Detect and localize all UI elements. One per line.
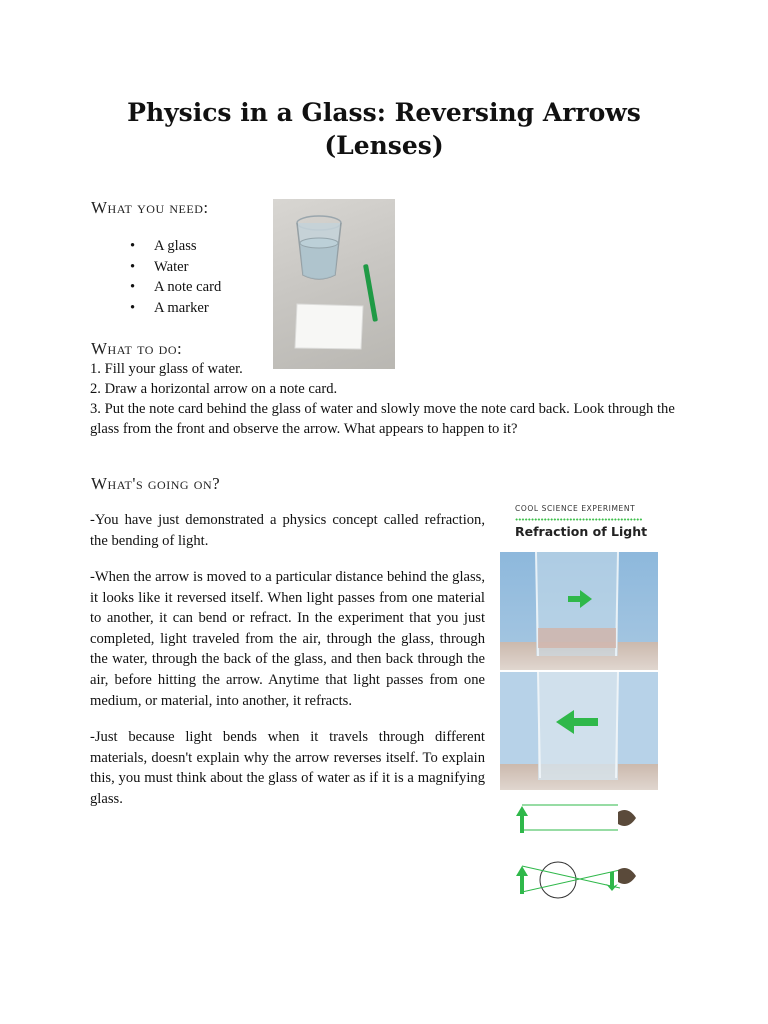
- list-item: [130, 257, 221, 278]
- paragraph: -When the arrow is moved to a particular distance behind the glass, it looks like it reversed itself. When light passes from one material to another, it can bend or refract. In the experiment that you just completed, light traveled from the air, through the glass, through the water, through the back of the glass, and then back through the air, before hitting the arrow. Anytime that light passes from one medium, or material, into another, it refracts.: [90, 569, 485, 709]
- list-item: [130, 277, 221, 298]
- step-item: 1. Fill your glass of water.: [90, 361, 243, 377]
- bullet-icon: •: [130, 299, 136, 316]
- list-item-text: A glass: [154, 238, 197, 254]
- what-you-need-heading: What you need:: [91, 198, 209, 217]
- bullet-icon: •: [130, 238, 136, 254]
- whats-going-on-heading: What's going on?: [91, 474, 221, 493]
- bullet-icon: •: [130, 279, 136, 295]
- steps-list: [90, 359, 690, 439]
- page-title: Physics in a Glass: Reversing Arrows (Lenses): [127, 98, 641, 160]
- list-item: [130, 298, 221, 319]
- infographic-title: Refraction of Light: [515, 524, 648, 539]
- step-item: 2. Draw a horizontal arrow on a note card.: [90, 381, 338, 397]
- list-item-text: Water: [154, 258, 189, 275]
- materials-photo-illustration: [273, 199, 395, 369]
- paragraph: -Just because light bends when it travels through different materials, doesn't explain why the arrow reverses itself. To explain this, you must think about the glass of water as if it is a magnifying glass.: [90, 729, 485, 807]
- what-to-do-heading: What to do:: [91, 339, 183, 358]
- paragraph: -You have just demonstrated a physics concept called refraction, the bending of light.: [90, 512, 485, 549]
- list-item-text: A marker: [154, 299, 209, 316]
- list-item: [130, 236, 221, 257]
- bullet-icon: •: [130, 258, 136, 275]
- materials-list: [130, 236, 221, 318]
- materials-photo: [273, 199, 395, 369]
- list-item-text: A note card: [154, 279, 222, 295]
- infographic-illustration: [500, 550, 658, 910]
- refraction-infographic: [500, 490, 658, 910]
- step-item: 3. Put the note card behind the glass of water and slowly move the note card back. Look through the glass from the front and observe the arrow. What appears to happen to it?: [90, 401, 675, 437]
- infographic-label: COOL SCIENCE EXPERIMENT: [515, 504, 636, 513]
- dotted-divider: [515, 518, 642, 521]
